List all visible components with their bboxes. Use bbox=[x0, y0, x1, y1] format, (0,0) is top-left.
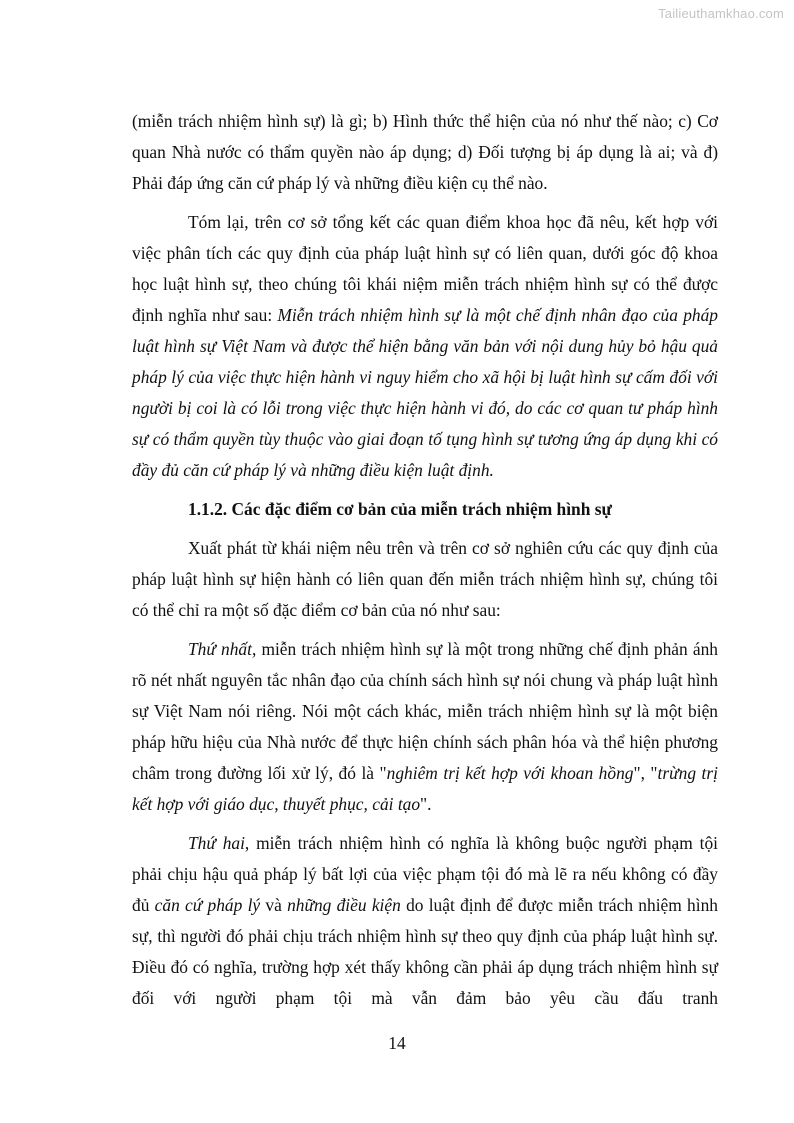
paragraph-1: (miễn trách nhiệm hình sự) là gì; b) Hình thức thể hiện của nó như thế nào; c) Cơ quan Nhà nước có thẩm quyền nào áp dụng; d) Đối tượng bị áp dụng là ai; và đ) Phải đáp ứng căn cứ pháp lý và những điều kiện cụ thể nào. bbox=[132, 111, 718, 193]
paragraph-3: Xuất phát từ khái niệm nêu trên và trên cơ sở nghiên cứu các quy định của pháp luật hình sự hiện hành có liên quan đến miễn trách nhiệm hình sự, chúng tôi có thể chỉ ra một số đặc điểm cơ bản của nó như sau: bbox=[132, 538, 718, 620]
paragraph-2-lead: Tóm lại, trên cơ sở tổng kết các quan điểm khoa học đã nêu, kết hợp với việc phân tích các quy định của pháp luật hình sự có liên quan, dưới góc độ khoa học luật hình sự, theo chúng tôi khái niệm miễn trách nhiệm hình sự có thể được định nghĩa như sau: bbox=[132, 212, 718, 325]
paragraph-5-lead: Thứ hai bbox=[188, 833, 245, 853]
quote-1: nghiêm trị kết hợp với khoan hồng bbox=[386, 763, 634, 783]
definition-text: Miễn trách nhiệm hình sự là một chế định nhân đạo của pháp luật hình sự Việt Nam và được thể hiện bằng văn bản với nội dung hủy bỏ hậu quả pháp lý của việc thực hiện hành vi nguy hiểm cho xã hội bị luật hình sự cấm đối với người bị coi là có lỗi trong việc thực hiện hành vi đó, do các cơ quan tư pháp hình sự có thẩm quyền tùy thuộc vào giai đoạn tố tụng hình sự tương ứng áp dụng khi có đầy đủ căn cứ pháp lý và những điều kiện luật định. bbox=[132, 305, 718, 480]
page-number: 14 bbox=[388, 1033, 406, 1053]
page-body bbox=[132, 106, 718, 1022]
paragraph-4-lead: Thứ nhất bbox=[188, 639, 252, 659]
paragraph-5-text-3: do luật định để được miễn trách nhiệm hình sự, thì người đó phải chịu trách nhiệm hình sự theo quy định của pháp luật hình sự. Điều đó có nghĩa, trường hợp xét thấy không cần phải áp dụng trách nhiệm hình sự đối với người phạm tội mà vẫn đảm bảo yêu cầu đấu tranh bbox=[132, 895, 718, 1008]
paragraph-5 bbox=[132, 828, 718, 1014]
paragraph-4-text-2: ", " bbox=[633, 763, 658, 783]
paragraph-5-text-2: và bbox=[260, 895, 288, 915]
paragraph-2 bbox=[132, 207, 718, 486]
emphasis-legal-basis: căn cứ pháp lý bbox=[154, 895, 261, 915]
paragraph-4-text-3: ". bbox=[420, 794, 432, 814]
emphasis-conditions: những điều kiện bbox=[287, 895, 401, 915]
quote-2: trừng trị kết hợp với giáo dục, thuyết phục, cải tạo bbox=[132, 763, 718, 814]
paragraph-4-text-1: , miễn trách nhiệm hình sự là một trong những chế định phản ánh rõ nét nhất nguyên tắc nhân đạo của chính sách hình sự nói chung và pháp luật hình sự Việt Nam nói riêng. Nói một cách khác, miễn trách nhiệm hình sự là một biện pháp hữu hiệu của Nhà nước để thực hiện chính sách phân hóa và thể hiện phương châm trong đường lối xử lý, đó là " bbox=[132, 639, 718, 783]
section-heading: 1.1.2. Các đặc điểm cơ bản của miễn trách nhiệm hình sự bbox=[188, 499, 612, 519]
paragraph-4 bbox=[132, 634, 718, 820]
watermark: Tailieuthamkhao.com bbox=[658, 6, 784, 21]
paragraph-5-text-1: , miễn trách nhiệm hình có nghĩa là không buộc người phạm tội phải chịu hậu quả pháp lý bất lợi của việc phạm tội đó mà lẽ ra nếu không có đầy đủ bbox=[132, 833, 718, 915]
